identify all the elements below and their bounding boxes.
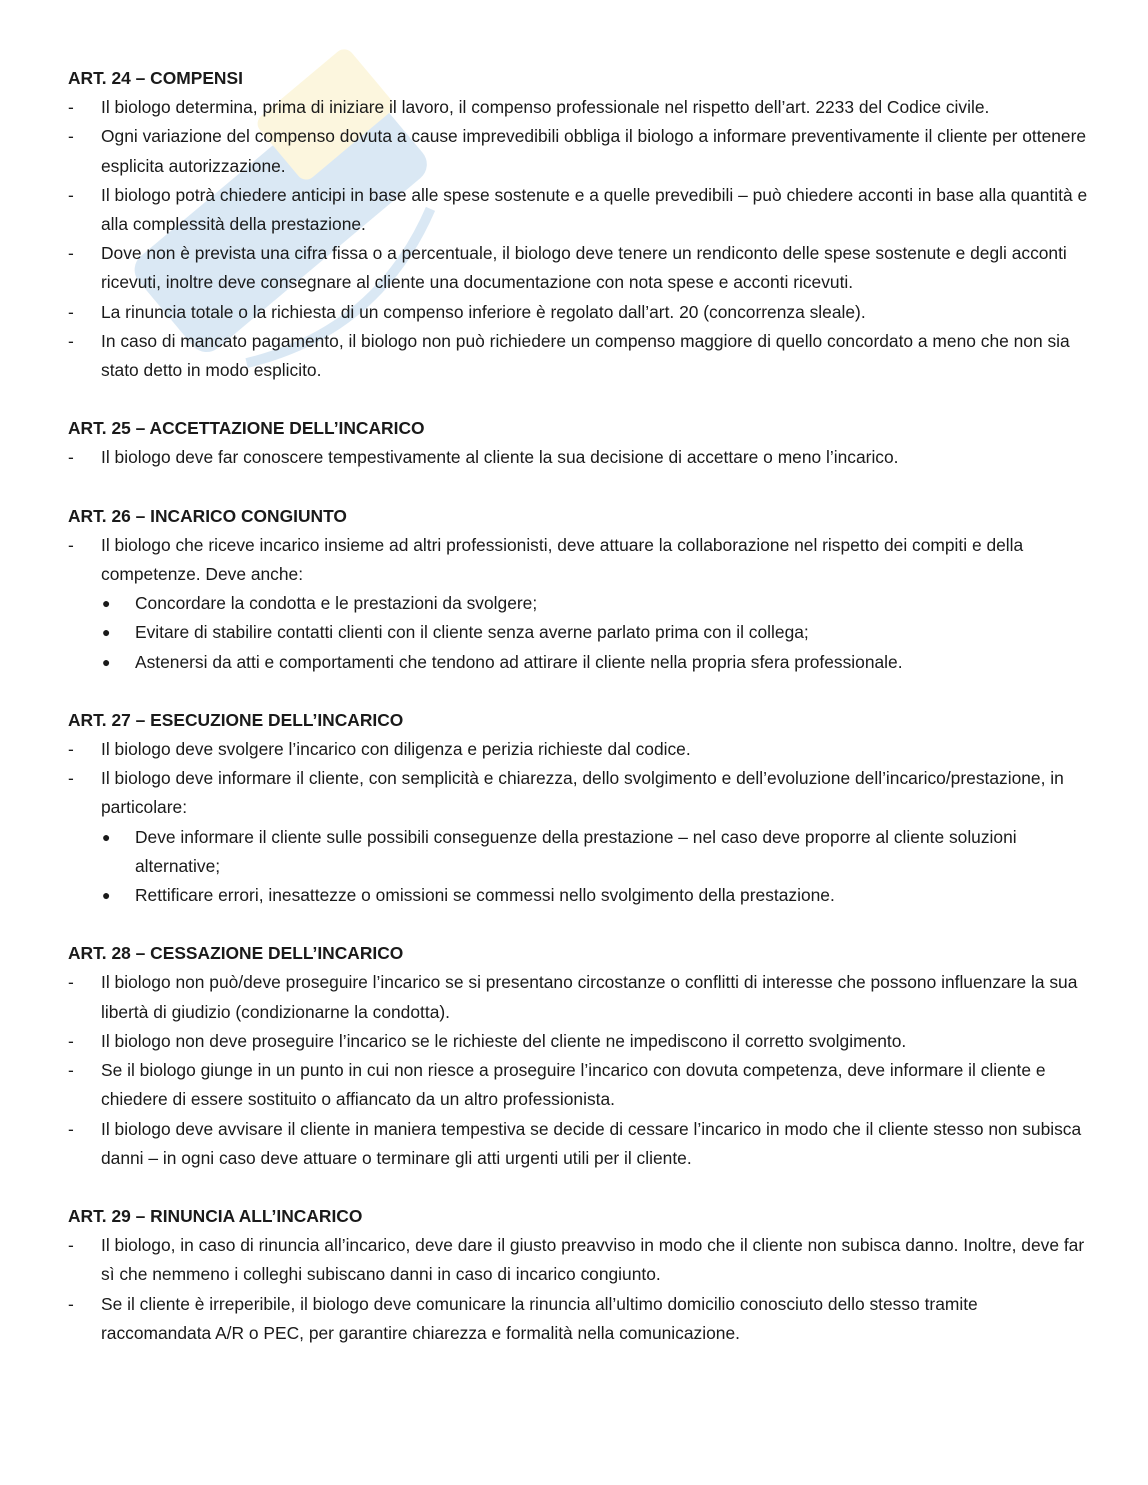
dash-marker: - <box>68 184 74 205</box>
list-item-text: Se il biologo giunge in un punto in cui non riesce a proseguire l’incarico con dovuta competenza, deve informare il cliente e chiedere di essere sostituito o affiancato da un altro professionista. <box>101 1060 1046 1110</box>
dash-marker: - <box>68 1293 74 1314</box>
bullet-icon: ● <box>102 887 111 904</box>
article-section <box>68 939 1088 1173</box>
list-item-text: Il biologo non può/deve proseguire l’incarico se si presentano circostanze o conflitti di interesse che possono influenzare la sua libertà di giudizio (condizionarne la condotta). <box>101 972 1078 1022</box>
list-item <box>68 239 1088 297</box>
list-item <box>68 443 1088 472</box>
dash-marker: - <box>68 126 74 147</box>
list-item <box>68 327 1088 385</box>
list-item <box>68 122 1088 180</box>
article-section <box>68 64 1088 385</box>
list-item <box>68 93 1088 122</box>
list-item <box>68 1231 1088 1289</box>
article-heading: ART. 29 – RINUNCIA ALL’INCARICO <box>68 1205 363 1226</box>
list-item <box>68 968 1088 1026</box>
list-item-text: La rinuncia totale o la richiesta di un compenso inferiore è regolato dall’art. 20 (concorrenza sleale). <box>101 301 866 322</box>
dash-marker: - <box>68 739 74 760</box>
bullet-text: Deve informare il cliente sulle possibili conseguenze della prestazione – nel caso deve proporre al cliente soluzioni alternative; <box>135 826 1017 876</box>
dash-marker: - <box>68 1235 74 1256</box>
list-item <box>68 764 1088 822</box>
list-item-text: Il biologo deve avvisare il cliente in maniera tempestiva se decide di cessare l’incarico in modo che il cliente stesso non subisca danni – in ogni caso deve attuare o terminare gli atti urgenti utili per il cliente. <box>101 1118 1082 1168</box>
bullet-text: Concordare la condotta e le prestazioni da svolgere; <box>135 593 538 614</box>
article-heading: ART. 27 – ESECUZIONE DELL’INCARICO <box>68 709 404 730</box>
bullet-item <box>68 881 1088 910</box>
dash-marker: - <box>68 301 74 322</box>
list-item <box>68 181 1088 239</box>
bullet-icon: ● <box>102 624 111 641</box>
dash-marker: - <box>68 1030 74 1051</box>
list-item-text: Il biologo deve svolgere l’incarico con diligenza e perizia richieste dal codice. <box>101 739 691 760</box>
article-heading: ART. 26 – INCARICO CONGIUNTO <box>68 505 347 526</box>
list-item <box>68 531 1088 589</box>
list-item <box>68 1056 1088 1114</box>
list-item-text: Dove non è prevista una cifra fissa o a percentuale, il biologo deve tenere un rendiconto delle spese sostenute e degli acconti ricevuti, inoltre deve consegnare al cliente una documentazione con nota spese e acconti ricevuti. <box>101 243 1067 293</box>
list-item-text: Il biologo determina, prima di iniziare il lavoro, il compenso professionale nel rispetto dell’art. 2233 del Codice civile. <box>101 97 990 118</box>
bullet-list <box>68 823 1088 911</box>
bullet-list <box>68 589 1088 677</box>
list-item <box>68 298 1088 327</box>
article-section <box>68 502 1088 677</box>
list-item-text: Il biologo non deve proseguire l’incarico se le richieste del cliente ne impediscono il corretto svolgimento. <box>101 1030 907 1051</box>
list-item-text: Il biologo potrà chiedere anticipi in base alle spese sostenute e a quelle prevedibili – può chiedere acconti in base alla quantità e alla complessità della prestazione. <box>101 184 1088 235</box>
bullet-item <box>68 823 1088 881</box>
bullet-text: Rettificare errori, inesattezze o omissioni se commessi nello svolgimento della prestazione. <box>135 885 835 906</box>
dash-marker: - <box>68 97 74 118</box>
article-section <box>68 414 1088 472</box>
article-heading: ART. 24 – COMPENSI <box>68 68 243 88</box>
list-item-text: Il biologo deve far conoscere tempestivamente al cliente la sua decisione di accettare o meno l’incarico. <box>101 447 899 468</box>
bullet-text: Astenersi da atti e comportamenti che tendono ad attirare il cliente nella propria sfera professionale. <box>135 651 903 672</box>
dash-marker: - <box>68 1118 74 1139</box>
list-item-text: In caso di mancato pagamento, il biologo non può richiedere un compenso maggiore di quello concordato a meno che non sia stato detto in modo esplicito. <box>101 330 1070 381</box>
list-item <box>68 1290 1088 1348</box>
dash-marker: - <box>68 534 74 555</box>
list-item-text: Ogni variazione del compenso dovuta a cause imprevedibili obbliga il biologo a informare preventivamente il cliente per ottenere esplicita autorizzazione. <box>101 126 1087 176</box>
bullet-item <box>68 618 1088 647</box>
list-item-text: Il biologo, in caso di rinuncia all’incarico, deve dare il giusto preavviso in modo che il cliente non subisca danno. Inoltre, deve far sì che nemmeno i colleghi subiscano danni in caso di incarico congiunto. <box>101 1235 1085 1285</box>
document-page <box>68 64 1088 1377</box>
article-heading: ART. 25 – ACCETTAZIONE DELL’INCARICO <box>68 418 425 439</box>
dash-marker: - <box>68 1060 74 1081</box>
list-item-text: Il biologo che riceve incarico insieme ad altri professionisti, deve attuare la collaborazione nel rispetto dei compiti e della competenze. Deve anche: <box>101 534 1024 585</box>
dash-marker: - <box>68 330 74 351</box>
bullet-item <box>68 589 1088 618</box>
bullet-icon: ● <box>102 828 111 845</box>
bullet-item <box>68 648 1088 677</box>
dash-marker: - <box>68 243 74 264</box>
list-item <box>68 1027 1088 1056</box>
bullet-icon: ● <box>102 653 111 670</box>
bullet-icon: ● <box>102 595 111 612</box>
dash-marker: - <box>68 768 74 789</box>
article-section <box>68 706 1088 910</box>
article-heading: ART. 28 – CESSAZIONE DELL’INCARICO <box>68 943 404 964</box>
list-item <box>68 735 1088 764</box>
dash-marker: - <box>68 972 74 993</box>
list-item-text: Se il cliente è irreperibile, il biologo deve comunicare la rinuncia all’ultimo domicilio conosciuto dello stesso tramite raccomandata A/R o PEC, per garantire chiarezza e formalità nella comunicazione. <box>101 1293 978 1343</box>
list-item-text: Il biologo deve informare il cliente, con semplicità e chiarezza, dello svolgimento e dell’evoluzione dell’incarico/prestazione, in particolare: <box>101 768 1064 818</box>
article-section <box>68 1202 1088 1348</box>
bullet-text: Evitare di stabilire contatti clienti con il cliente senza averne parlato prima con il collega; <box>135 622 809 643</box>
dash-marker: - <box>68 447 74 468</box>
list-item <box>68 1115 1088 1173</box>
